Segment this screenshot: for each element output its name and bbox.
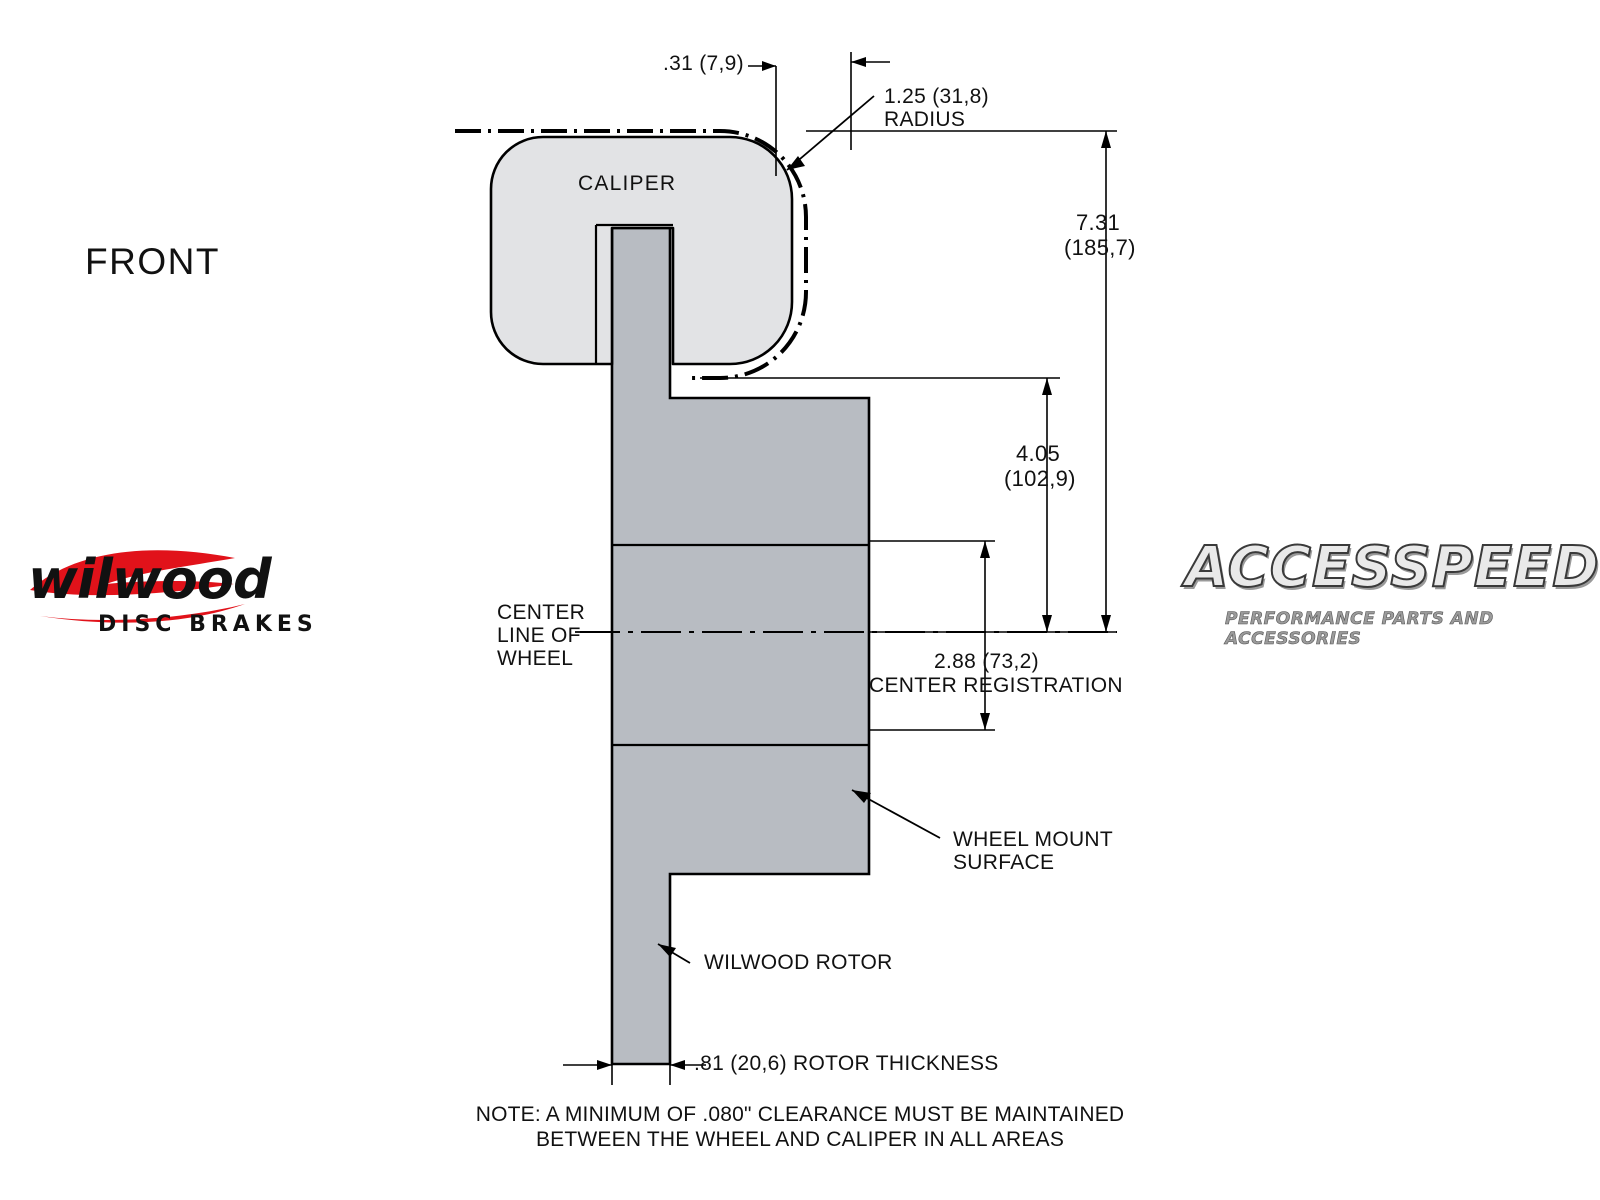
view-label-front: FRONT [85, 241, 220, 282]
arrow-405-bottom [1042, 615, 1052, 632]
callout-center-line-3: WHEEL [497, 647, 574, 670]
dim-gap: .31 (7,9) [663, 52, 744, 75]
accesspeed-logo [1185, 525, 1600, 650]
arrow-405-top [1042, 378, 1052, 395]
leader-radius [787, 96, 874, 170]
callout-wheel-mount-1: WHEEL MOUNT [953, 828, 1114, 851]
dim-center-registration-label: CENTER REGISTRATION [869, 674, 1123, 697]
dim-rotor-thickness: .81 (20,6) ROTOR THICKNESS [694, 1052, 999, 1075]
dim-overall-height-inches: 7.31 [1076, 210, 1121, 235]
arrow-288-bottom [980, 713, 990, 730]
arrow-731-bottom [1101, 615, 1111, 632]
arrow-gap-right [762, 61, 776, 71]
dim-mid-height-mm: (102,9) [1004, 466, 1076, 491]
note-line-1: NOTE: A MINIMUM OF .080" CLEARANCE MUST BE MAINTAINED [475, 1103, 1125, 1126]
wilwood-wordmark: wilwood [28, 548, 271, 611]
callout-center-line-1: CENTER [497, 601, 586, 624]
accesspeed-wordmark: ACCESSPEED [1185, 535, 1600, 600]
callout-wheel-mount-2: SURFACE [953, 851, 1055, 874]
arrow-thick-left [597, 1060, 612, 1070]
caliper-label: CALIPER [578, 172, 677, 195]
arrow-731-top [1101, 131, 1111, 148]
dim-radius-word: RADIUS [884, 108, 966, 131]
dim-mid-height-inches: 4.05 [1016, 441, 1061, 466]
dim-overall-height-mm: (185,7) [1064, 235, 1136, 260]
arrow-288-top [980, 541, 990, 558]
accesspeed-subtitle: PERFORMANCE PARTS AND ACCESSORIES [1225, 609, 1494, 649]
wilwood-subtitle: DISC BRAKES [98, 612, 318, 637]
wilwood-logo [20, 520, 330, 660]
arrow-gap-left [851, 57, 866, 67]
dim-center-registration-value: 2.88 (73,2) [934, 650, 1039, 673]
callout-wilwood-rotor: WILWOOD ROTOR [704, 951, 893, 974]
arrow-thick-right [670, 1060, 685, 1070]
callout-center-line-2: LINE OF [497, 624, 581, 647]
dim-radius-value: 1.25 (31,8) [884, 85, 989, 108]
note-line-2: BETWEEN THE WHEEL AND CALIPER IN ALL AREAS [535, 1128, 1065, 1151]
